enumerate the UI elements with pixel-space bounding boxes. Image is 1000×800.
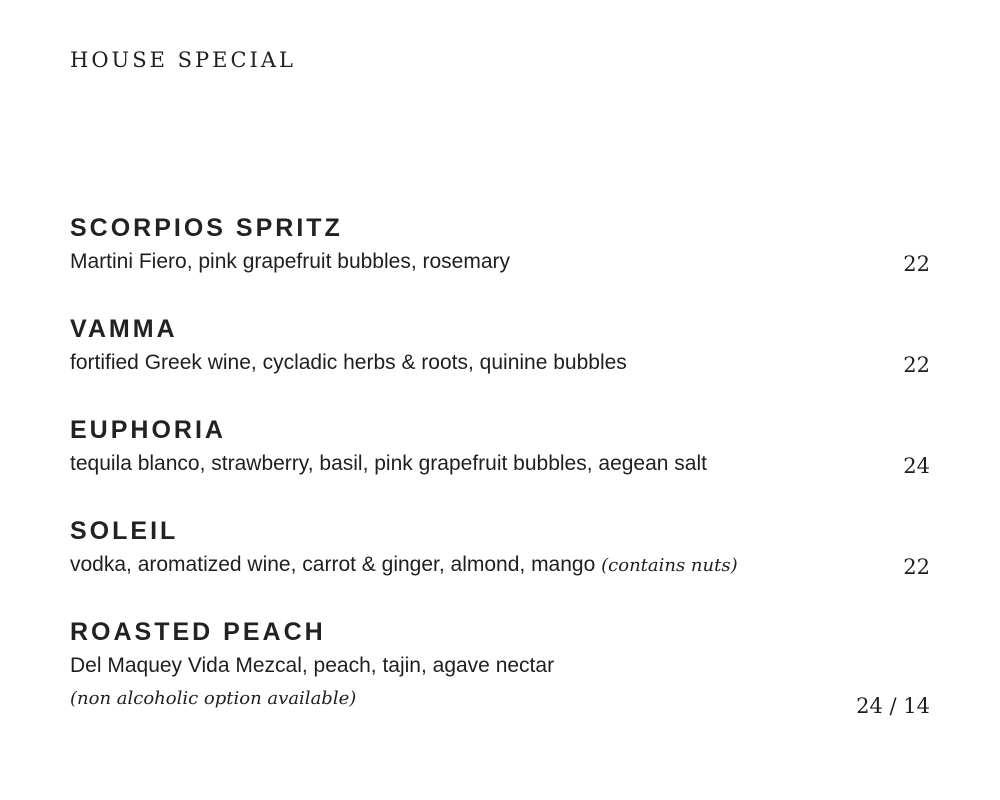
item-description: vodka, aromatized wine, carrot & ginger, almond, mango — [70, 553, 596, 576]
menu-item-euphoria — [70, 412, 930, 513]
item-price: 24 / 14 — [856, 694, 930, 718]
item-name: ROASTED PEACH — [70, 618, 326, 646]
item-name: VAMMA — [70, 315, 178, 343]
menu-item-roasted-peach — [70, 614, 930, 718]
menu-item-scorpios-spritz — [70, 210, 930, 311]
item-price: 22 — [903, 555, 930, 579]
menu-list — [70, 210, 930, 718]
item-price: 24 — [903, 454, 930, 478]
item-description-line — [70, 549, 930, 582]
item-name: SOLEIL — [70, 517, 179, 545]
item-description: Martini Fiero, pink grapefruit bubbles, rosemary — [70, 250, 511, 273]
item-name: SCORPIOS SPRITZ — [70, 214, 343, 242]
menu-item-vamma — [70, 311, 930, 412]
item-description: fortified Greek wine, cycladic herbs & roots, quinine bubbles — [70, 351, 627, 374]
item-price: 22 — [903, 353, 930, 377]
item-note: (contains nuts) — [601, 555, 738, 576]
item-name: EUPHORIA — [70, 416, 226, 444]
item-description: Del Maquey Vida Mezcal, peach, tajin, agave nectar — [70, 654, 555, 677]
item-description: tequila blanco, strawberry, basil, pink grapefruit bubbles, aegean salt — [70, 452, 707, 475]
item-price: 22 — [903, 252, 930, 276]
item-note: (non alcoholic option available) — [70, 688, 357, 709]
menu-item-soleil — [70, 513, 930, 614]
section-title: HOUSE SPECIAL — [70, 48, 296, 72]
